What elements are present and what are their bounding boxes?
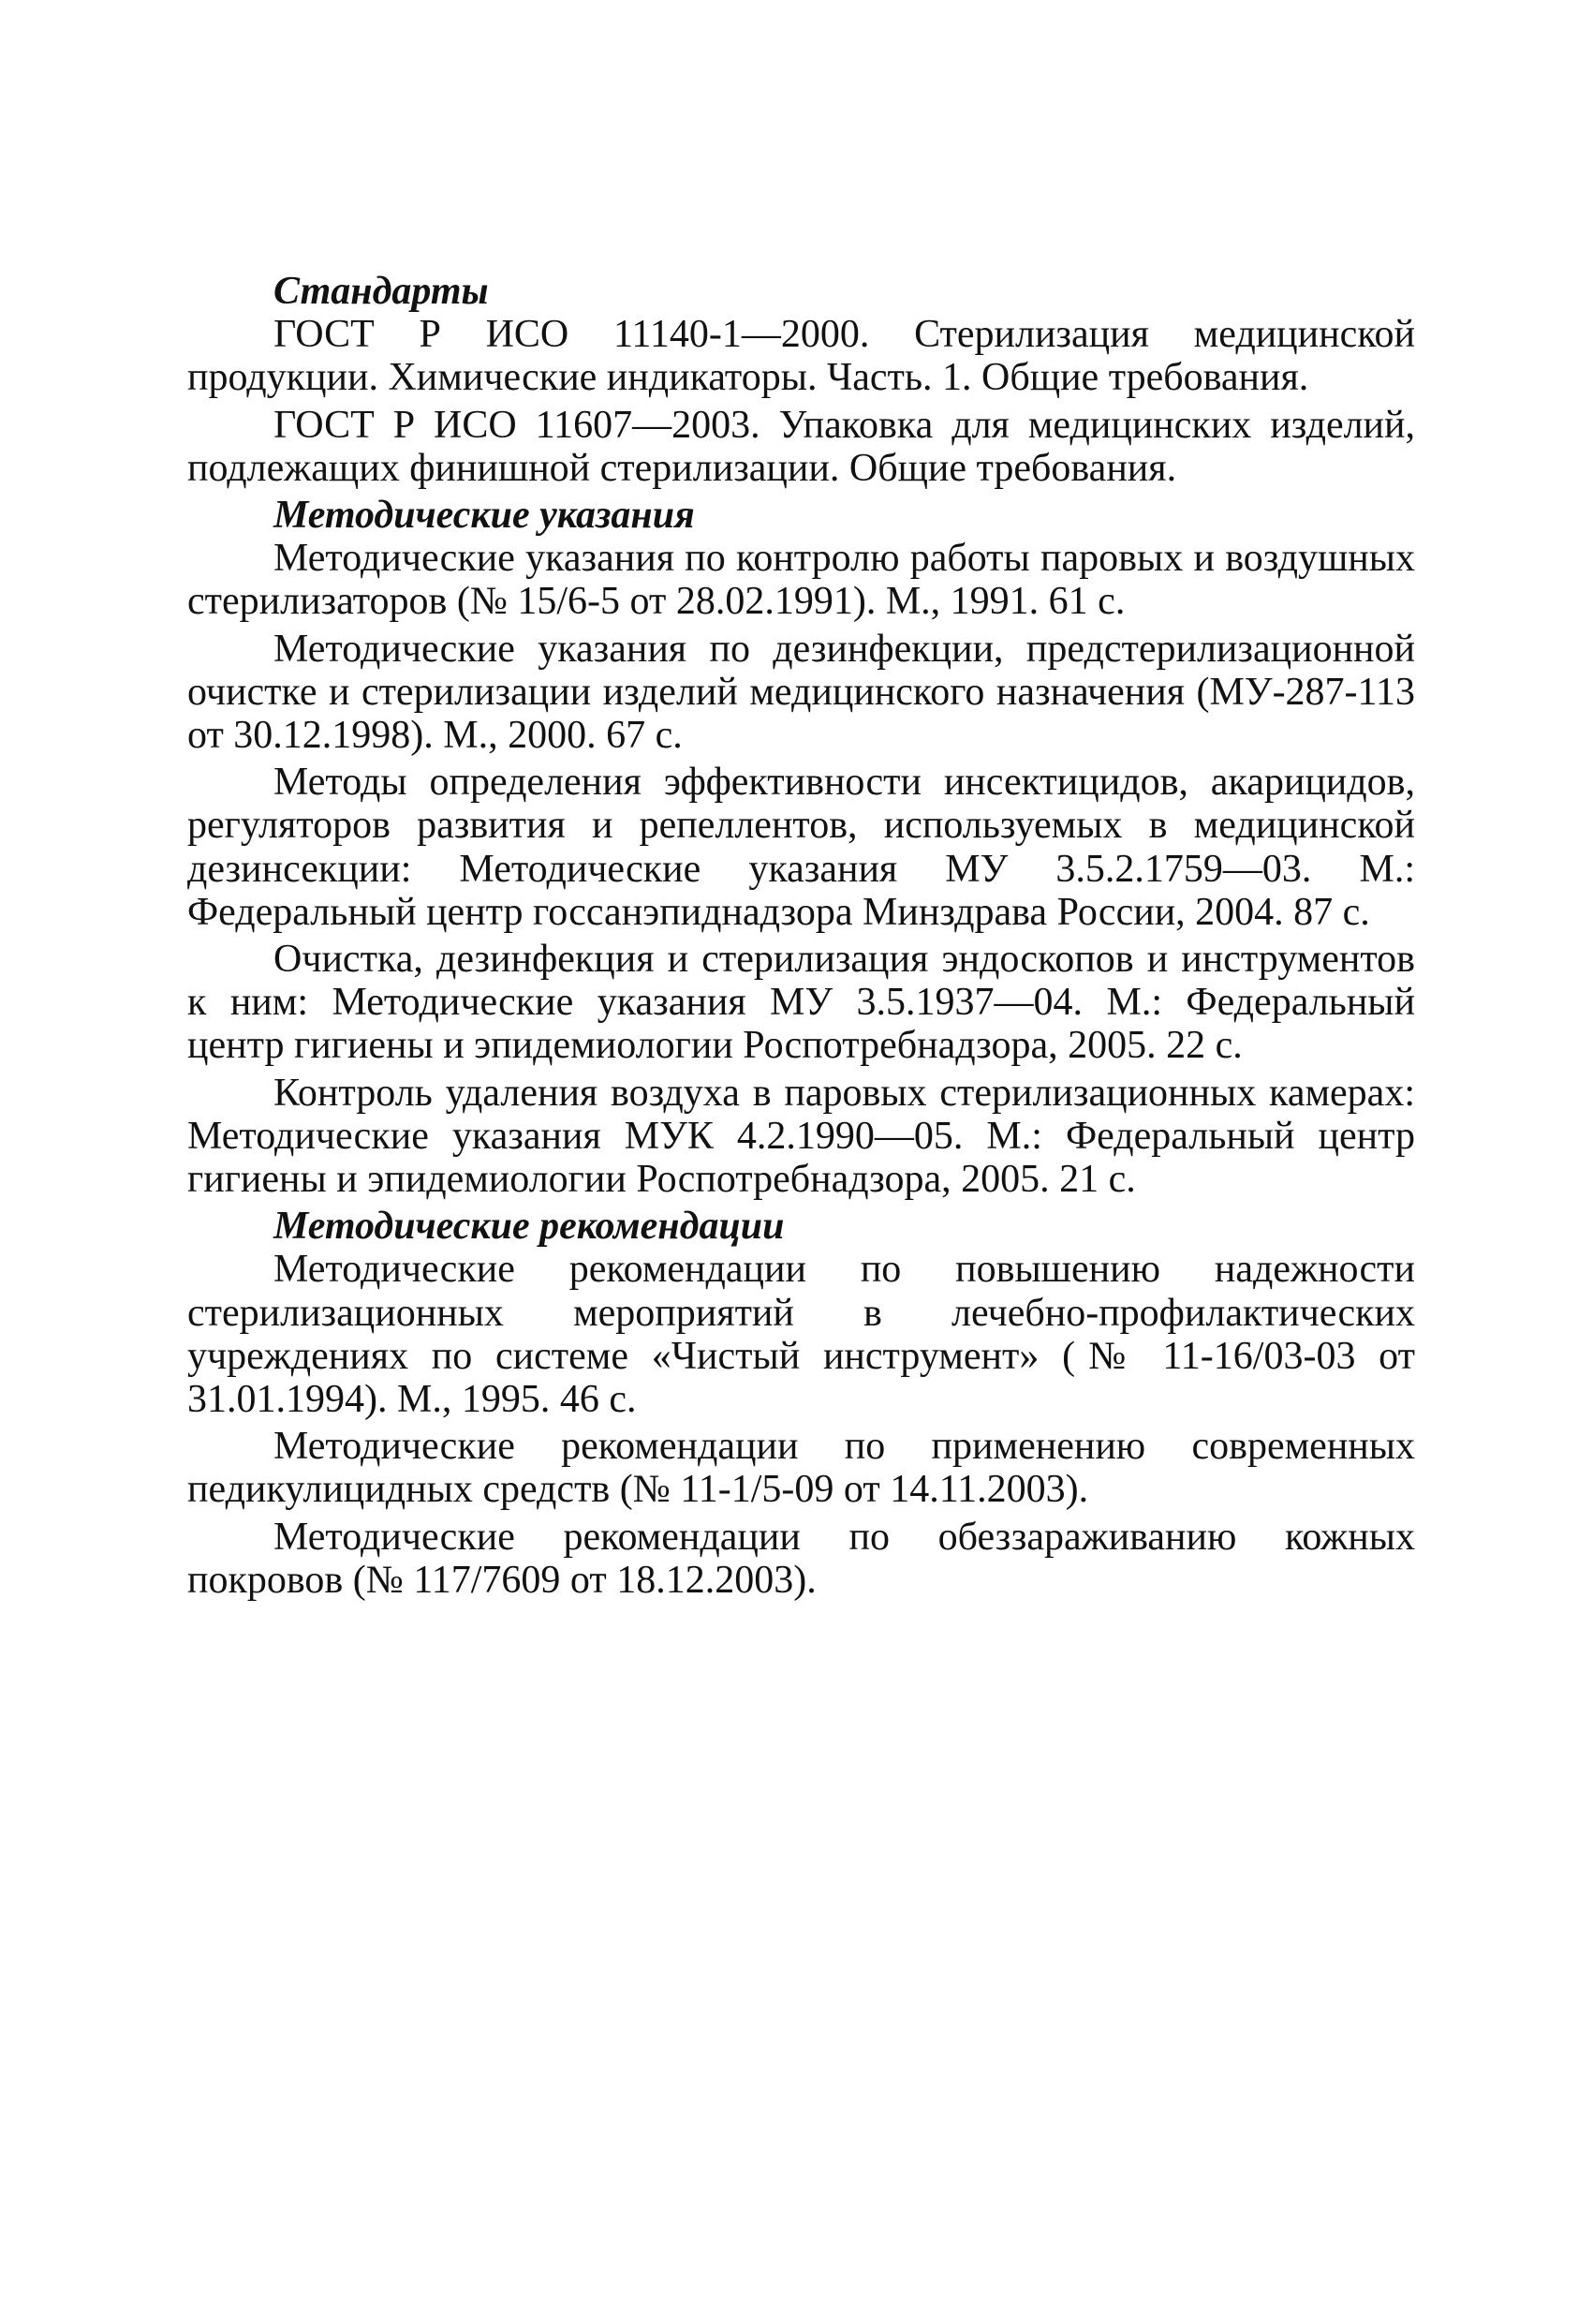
section-heading: Методические указания: [273, 494, 695, 538]
reference-entry: Методические рекомендации по повышению надежности стерилизационных мероприятий в лечебно-профилактических учреждениях по системе «Чистый инструмент» (№ 11-16/03-03 от 31.01.1994). М., 1995. 46 с.: [187, 1248, 1415, 1422]
reference-entry: Контроль удаления воздуха в паровых стерилизационных камерах: Методические указания МУК 4.2.1990—05. М.: Федеральный центр гигиены и эпидемиологии Роспотребнадзора, 2005. 21 с.: [187, 1071, 1415, 1202]
reference-entry: ГОСТ Р ИСО 11140-1—2000. Стерилизация медицинской продукции. Химические индикаторы. Часть. 1. Общие требования.: [187, 313, 1415, 400]
reference-entry: Методические указания по дезинфекции, предстерилизационной очистке и стерилизации изделий медицинского назначения (МУ-287-113 от 30.12.1998). М., 2000. 67 с.: [187, 627, 1415, 758]
reference-entry: ГОСТ Р ИСО 11607—2003. Упаковка для медицинских изделий, подлежащих финишной стерилизации. Общие требования.: [187, 403, 1415, 490]
reference-entry: Методические рекомендации по обеззараживанию кожных покровов (№ 117/7609 от 18.12.2003).: [187, 1515, 1415, 1602]
section-heading: Методические рекомендации: [273, 1205, 785, 1249]
reference-entry: Методические указания по контролю работы паровых и воздушных стерилизаторов (№ 15/6-5 от 28.02.1991). М., 1991. 61 с.: [187, 537, 1415, 624]
section-methodical-recommendations: [187, 1205, 1415, 1602]
document-page: [187, 270, 1415, 1606]
section-standards: [187, 270, 1415, 490]
reference-entry: Очистка, дезинфекция и стерилизация эндоскопов и инструментов к ним: Методические указания МУ 3.5.1937—04. М.: Федеральный центр гигиены и эпидемиологии Роспотребнадзора, 2005. 22 с.: [187, 938, 1415, 1068]
section-heading: Стандарты: [273, 270, 489, 313]
reference-entry: Методические рекомендации по применению современных педикулицидных средств (№ 11-1/5-09 от 14.11.2003).: [187, 1425, 1415, 1512]
reference-entry: Методы определения эффективности инсектицидов, акарицидов, регуляторов развития и репеллентов, используемых в медицинской дезинсекции: Методические указания МУ 3.5.2.1759—03. М.: Федеральный центр госсанэпиднадзора Минздрава России, 2004. 87 с.: [187, 761, 1415, 934]
section-methodical-guidelines: [187, 494, 1415, 1201]
